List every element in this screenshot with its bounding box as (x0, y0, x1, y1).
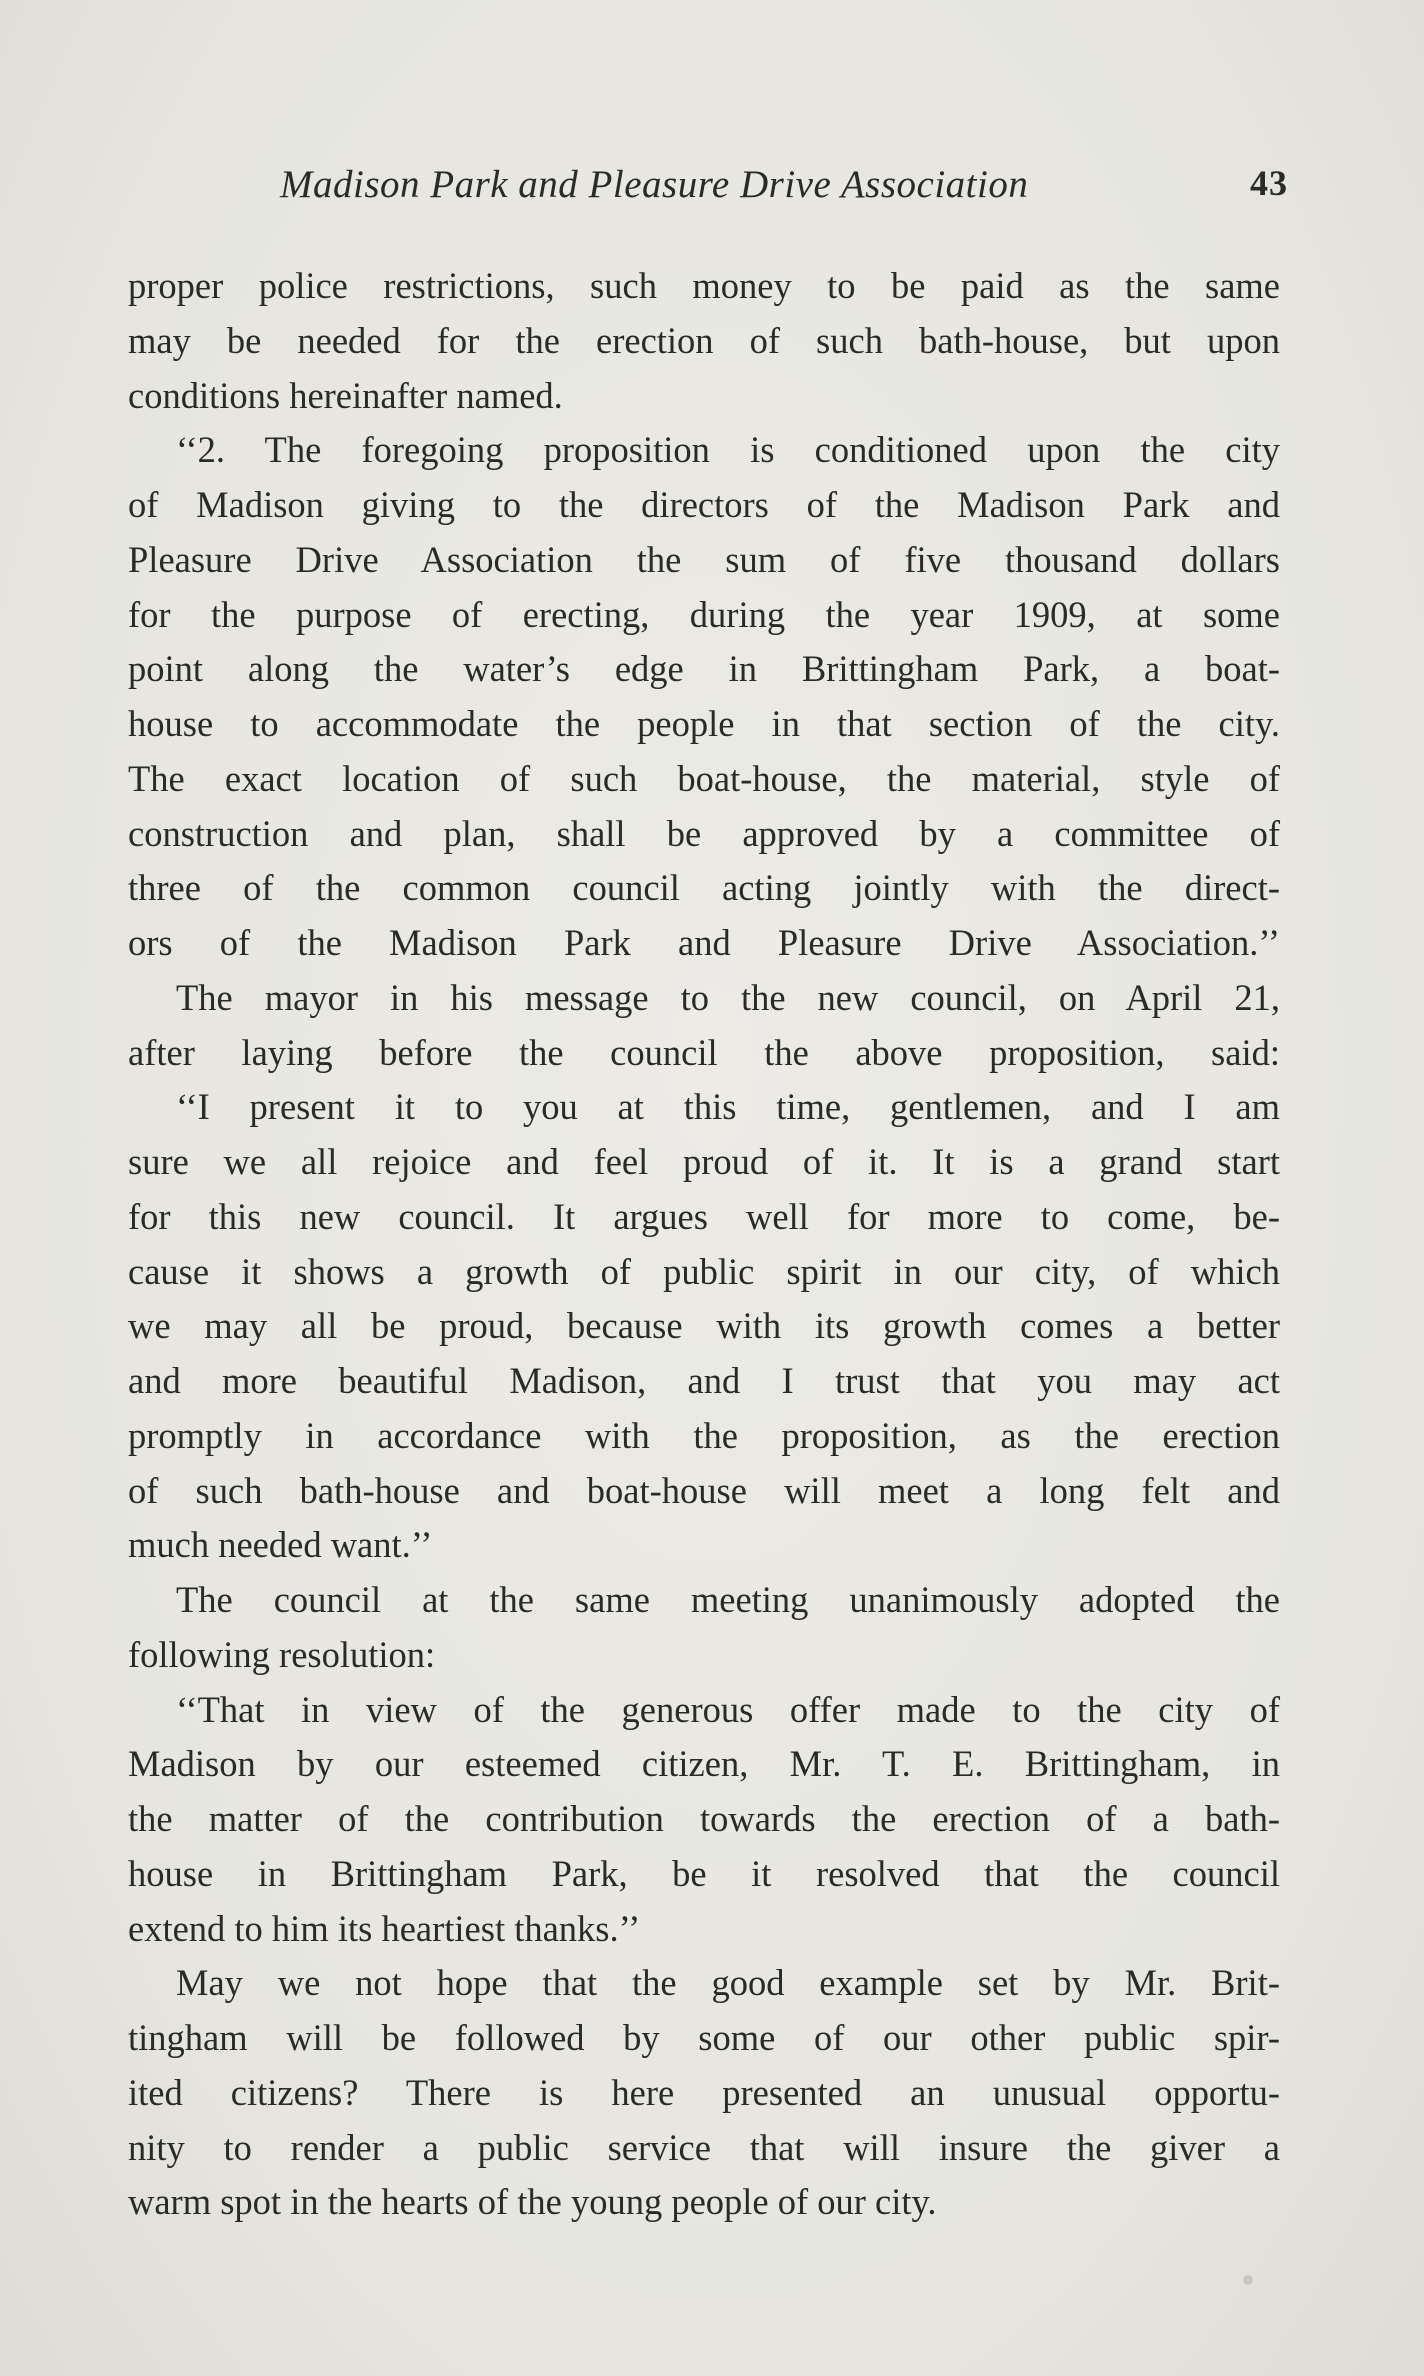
text-line: nity to render a public service that will insure the giver a (128, 2126, 1280, 2168)
text-line: The council at the same meeting unanimously adopted the (176, 1579, 1280, 1620)
text-line: three of the common council acting jointly with the direct- (128, 867, 1280, 909)
text-line: ‘‘2. The foregoing proposition is conditioned upon the city (176, 429, 1280, 471)
text-line: house to accommodate the people in that section of the city. (128, 703, 1280, 744)
text-line: house in Brittingham Park, be it resolved that the council (128, 1852, 1280, 1894)
body-text (128, 259, 1280, 2230)
text-line: after laying before the council the above proposition, said: (128, 1031, 1280, 1073)
text-line: conditions hereinafter named. (128, 374, 563, 416)
text-line: and more beautiful Madison, and I trust that you may act (128, 1360, 1280, 1401)
text-line: cause it shows a growth of public spirit in our city, of which (128, 1250, 1280, 1292)
text-line: The mayor in his message to the new council, on April 21, (176, 976, 1280, 1018)
text-line: ‘‘That in view of the generous offer made to the city of (176, 1688, 1280, 1730)
text-line: extend to him its heartiest thanks.’’ (128, 1907, 641, 1949)
text-line: of such bath-house and boat-house will meet a long felt and (128, 1469, 1280, 1511)
text-line: ors of the Madison Park and Pleasure Drive Association.’’ (128, 922, 1280, 963)
text-line: much needed want.’’ (128, 1524, 433, 1566)
text-line: May we not hope that the good example set by Mr. Brit- (176, 1962, 1280, 2004)
running-title: Madison Park and Pleasure Drive Association (280, 163, 1029, 206)
text-line: point along the water’s edge in Brittingham Park, a boat- (128, 648, 1280, 690)
page-number: 43 (1250, 163, 1288, 203)
text-line: the matter of the contribution towards the erection of a bath- (128, 1798, 1280, 1839)
text-line: warm spot in the hearts of the young people of our city. (128, 2181, 937, 2223)
running-head (128, 162, 1288, 218)
text-line: may be needed for the erection of such bath-house, but upon (128, 319, 1280, 361)
text-line: for this new council. It argues well for more to come, be- (128, 1195, 1280, 1237)
text-line: sure we all rejoice and feel proud of it. It is a grand start (128, 1141, 1280, 1182)
text-line: promptly in accordance with the proposition, as the erection (128, 1414, 1280, 1456)
text-line: of Madison giving to the directors of the Madison Park and (128, 484, 1280, 525)
paper-speck (1243, 2275, 1253, 2285)
text-line: proper police restrictions, such money to be paid as the same (128, 265, 1280, 306)
text-line: we may all be proud, because with its growth comes a better (128, 1305, 1280, 1347)
text-line: for the purpose of erecting, during the year 1909, at some (128, 593, 1280, 635)
text-line: following resolution: (128, 1633, 436, 1675)
text-line: Madison by our esteemed citizen, Mr. T. E. Brittingham, in (128, 1743, 1280, 1785)
text-line: ited citizens? There is here presented an unusual opportu- (128, 2071, 1280, 2113)
text-line: Pleasure Drive Association the sum of five thousand dollars (128, 538, 1280, 580)
text-line: ‘‘I present it to you at this time, gentlemen, and I am (176, 1086, 1280, 1128)
text-line: The exact location of such boat-house, the material, style of (128, 757, 1280, 799)
text-line: tingham will be followed by some of our other public spir- (128, 2017, 1280, 2058)
text-line: construction and plan, shall be approved by a committee of (128, 812, 1280, 854)
